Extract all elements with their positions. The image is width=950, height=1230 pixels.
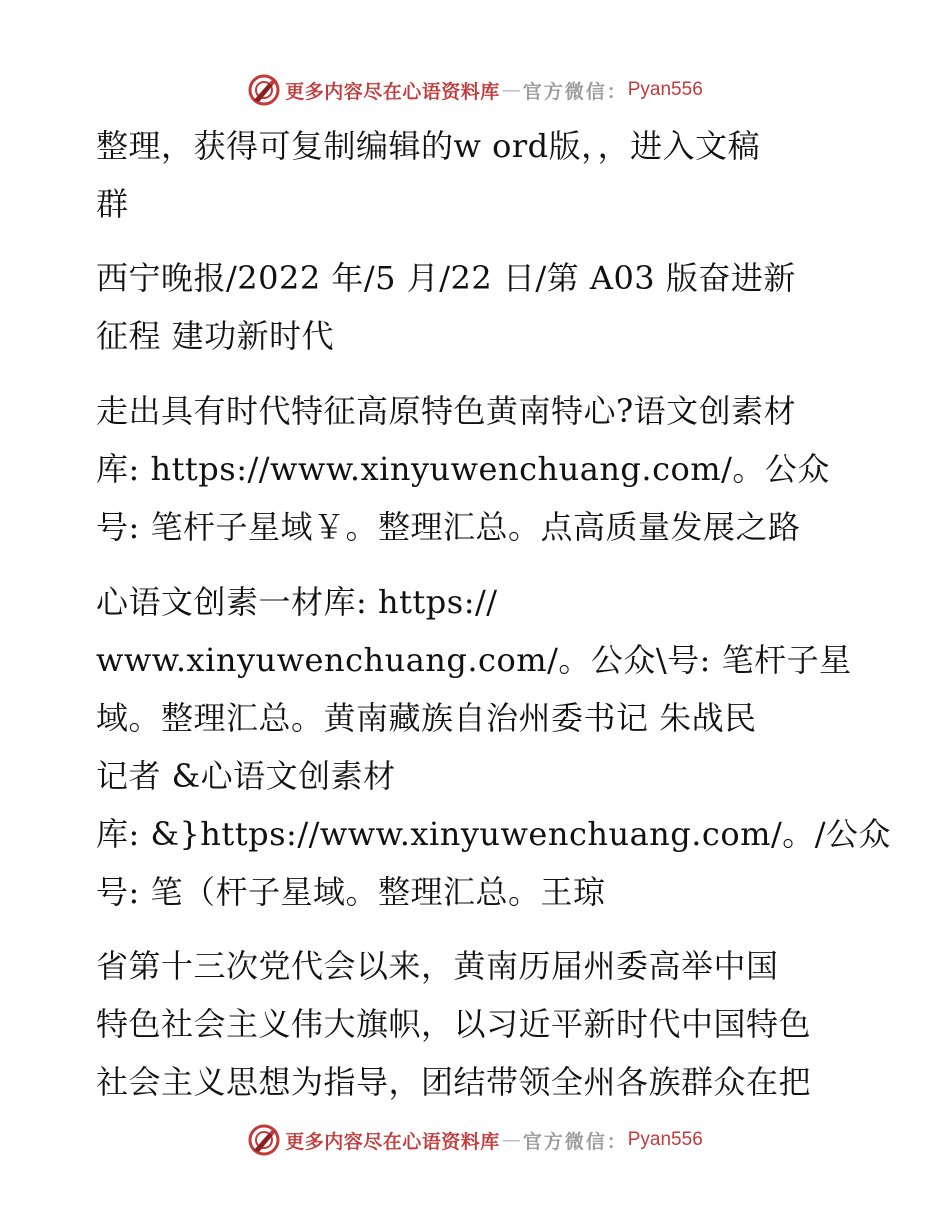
- text-line: 特色社会主义伟大旗帜，以习近平新时代中国特色: [96, 1005, 812, 1043]
- banner-separator: —: [501, 1129, 521, 1151]
- text-line: 心语文创素一材库: https://: [96, 583, 498, 621]
- text-line: www.xinyuwenchuang.com/。公众\号: 笔杆子星: [96, 641, 852, 679]
- text-line: 库: &}https://www.xinyuwenchuang.com/。/公众: [96, 815, 892, 853]
- text-line: 征程 建功新时代: [96, 317, 335, 355]
- text-line: 社会主义思想为指导，团结带领全州各族群众在把: [96, 1063, 812, 1101]
- pen-logo-icon: [247, 1123, 281, 1157]
- text-line: 记者 &心语文创素材: [96, 757, 396, 795]
- official-wechat-label: 官方微信：: [522, 80, 628, 103]
- text-line: 库: https://www.xinyuwenchuang.com/。公众: [96, 450, 830, 488]
- footer-watermark-banner: [0, 1120, 950, 1160]
- text-line: 域。整理汇总。黄南藏族自治州委书记 朱战民: [96, 699, 757, 737]
- banner-separator: —: [501, 79, 521, 101]
- text-line: 号: 笔杆子星域￥。整理汇总。点高质量发展之路: [96, 508, 801, 546]
- header-watermark-banner: [0, 70, 950, 110]
- text-line: 走出具有时代特征高原特色黄南特心?语文创素材: [96, 392, 797, 430]
- text-line: 群: [96, 185, 129, 223]
- site-name-text: 更多内容尽在心语资料库: [285, 80, 500, 103]
- site-name-text: 更多内容尽在心语资料库: [285, 1130, 500, 1153]
- wechat-id: Pyan556: [627, 1129, 703, 1150]
- wechat-id: Pyan556: [627, 79, 703, 100]
- text-line: 省第十三次党代会以来，黄南历届州委高举中国: [96, 947, 779, 985]
- pen-logo-icon: [247, 73, 281, 107]
- text-line: 号: 笔（杆子星域。整理汇总。王琼: [96, 873, 606, 911]
- official-wechat-label: 官方微信：: [522, 1130, 628, 1153]
- text-line: 整理，获得可复制编辑的w ord版，，进入文稿: [96, 127, 761, 165]
- text-line: 西宁晚报/2022 年/5 月/22 日/第 A03 版奋进新: [96, 259, 796, 297]
